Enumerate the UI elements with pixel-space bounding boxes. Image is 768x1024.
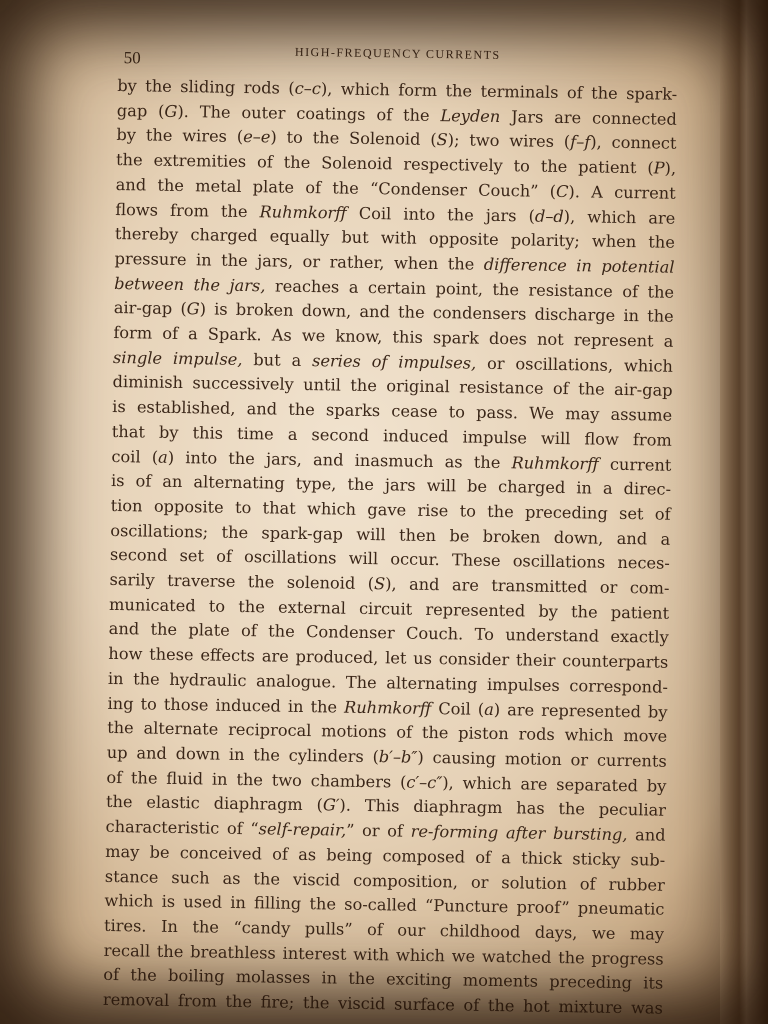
italic-text: difference in potential [483,254,675,277]
italic-text: e–e [243,127,271,147]
italic-text: d–d [534,206,564,226]
italic-text: series of impulses, [311,350,477,373]
text-segment: ), [664,158,677,178]
text-segment: current [598,454,672,475]
text-segment: coil ( [111,446,159,467]
text-segment: diminish successively until the original resistance of the air-gap [112,372,673,401]
text-segment: reaches a certain point, the resistance of the [265,275,675,302]
page-number: 50 [123,48,141,68]
italic-text: re-forming after bursting, [410,821,628,845]
text-segment: and the metal plate of the “Condenser Couch” ( [115,174,557,201]
text-segment: sarily traverse the solenoid ( [109,569,375,594]
text-segment: ) is broken down, and the condensers discharge in the [199,299,674,327]
italic-text: between the jars, [114,273,266,295]
text-segment: by the sliding rods ( [117,75,295,98]
italic-text: b′–b″ [378,747,418,767]
text-segment: second set of oscillations will occur. These oscillations neces- [109,545,670,574]
text-segment: the alternate reciprocal motions of the piston rods which move [107,718,668,746]
text-segment: ) are represented by [493,699,668,722]
text-segment: characteristic of “ [105,816,259,839]
text-segment: ), which are separated by [442,772,667,796]
italic-text: C [555,181,569,201]
text-segment: ) causing motion or currents [417,747,667,771]
text-segment: of the fluid in the two chambers ( [106,767,407,792]
italic-text: S [373,574,386,594]
text-segment: ), which are [563,206,676,228]
text-segment: Jars are connected [500,106,677,129]
book-spine-edge [720,0,768,1024]
text-segment: Coil ( [431,698,485,719]
text-segment: municated to the external circuit represented by the patient [108,594,670,623]
text-segment: and [627,825,666,845]
italic-text: f–f [570,132,591,152]
italic-text: a [484,699,494,719]
text-segment: stance such as the viscid composition, or solution of rubber [104,866,665,895]
text-segment: pressure in the jars, or rather, when the [114,248,484,274]
text-segment: form of a Spark. As we know, this spark does not represent a [113,322,674,351]
text-segment: ); two wires ( [447,130,571,152]
text-segment: but a [242,349,313,370]
text-segment: ), connect [590,132,677,154]
italic-text: G′ [322,795,340,815]
text-segment: or oscillations, which [476,353,674,376]
text-segment: oscillations; the spark-gap will then be broken down, and a [110,520,671,549]
text-segment: ) to the Solenoid ( [270,127,437,150]
body-text [103,74,678,1021]
text-segment: up and down in the cylinders ( [106,742,380,767]
book-page [103,40,678,1021]
text-segment: ) into the jars, and inasmuch as the [167,447,512,472]
italic-text: P [653,158,665,178]
italic-text: G [164,101,178,121]
text-segment: thereby charged equally but with opposite polarity; when the [114,224,676,252]
text-segment: and the plate of the Condenser Couch. To understand exactly [108,619,669,648]
text-segment: is established, and the sparks cease to pass. We may assume [112,397,673,425]
text-segment: tion opposite to that which gave rise to the preceding set of [110,495,671,524]
italic-text: S [436,130,448,150]
italic-text: Ruhmkorff [511,452,599,474]
text-segment: ). The outer coatings of the [177,101,441,125]
text-segment: in the hydraulic analogue. The alternating impulses correspond- [107,668,669,697]
text-segment: the extremities of the Solenoid respectively to the patient ( [115,150,654,178]
italic-text: Ruhmkorff [343,697,432,718]
text-segment: which is used in filling the so-called “Puncture proof” pneumatic [104,891,665,919]
text-segment: air-gap ( [113,298,187,319]
text-segment: that by this time a second induced impulse will flow from [111,421,672,450]
text-segment: may be conceived of as being composed of a thick sticky sub- [105,841,666,870]
text-segment: the elastic diaphragm ( [105,792,324,815]
text-segment: ing to those induced in the [107,693,345,717]
text-segment: ” or of [346,820,411,841]
italic-text: c–c [294,78,322,99]
italic-text: single impulse, [112,347,243,369]
running-head: HIGH-FREQUENCY CURRENTS [294,44,501,63]
text-segment: ). This diaphragm has the peculiar [339,795,667,821]
text-segment: of the boiling molasses in the exciting moments preceding its [103,965,664,993]
italic-text: a [157,447,168,467]
text-segment: how these effects are produced, let us consider their counterparts [108,644,669,672]
text-segment: ). A current [568,181,676,203]
text-segment: gap ( [116,100,165,121]
text-segment: tires. In the “candy pulls” of our childhood days, we may [103,915,665,944]
text-segment: is of an alternating type, the jars will be charged in a direc- [110,471,672,499]
text-segment: ), which form the terminals of the spark- [320,79,678,104]
italic-text: Ruhmkorff [259,201,347,223]
italic-text: self-repair, [258,819,347,840]
text-segment: Coil into the jars ( [346,203,536,226]
italic-text: Leyden [440,105,501,126]
text-segment: recall the breathless interest with which we watched the progress [103,940,664,969]
text-segment: ), and are transmitted or com- [385,574,670,598]
italic-text: G [186,299,200,319]
italic-text: c′–c″ [406,772,443,792]
text-segment: flows from the [115,199,260,221]
text-segment: by the wires ( [116,125,244,147]
text-segment: removal from the fire; the viscid surface of the hot mixture was [102,989,664,1018]
